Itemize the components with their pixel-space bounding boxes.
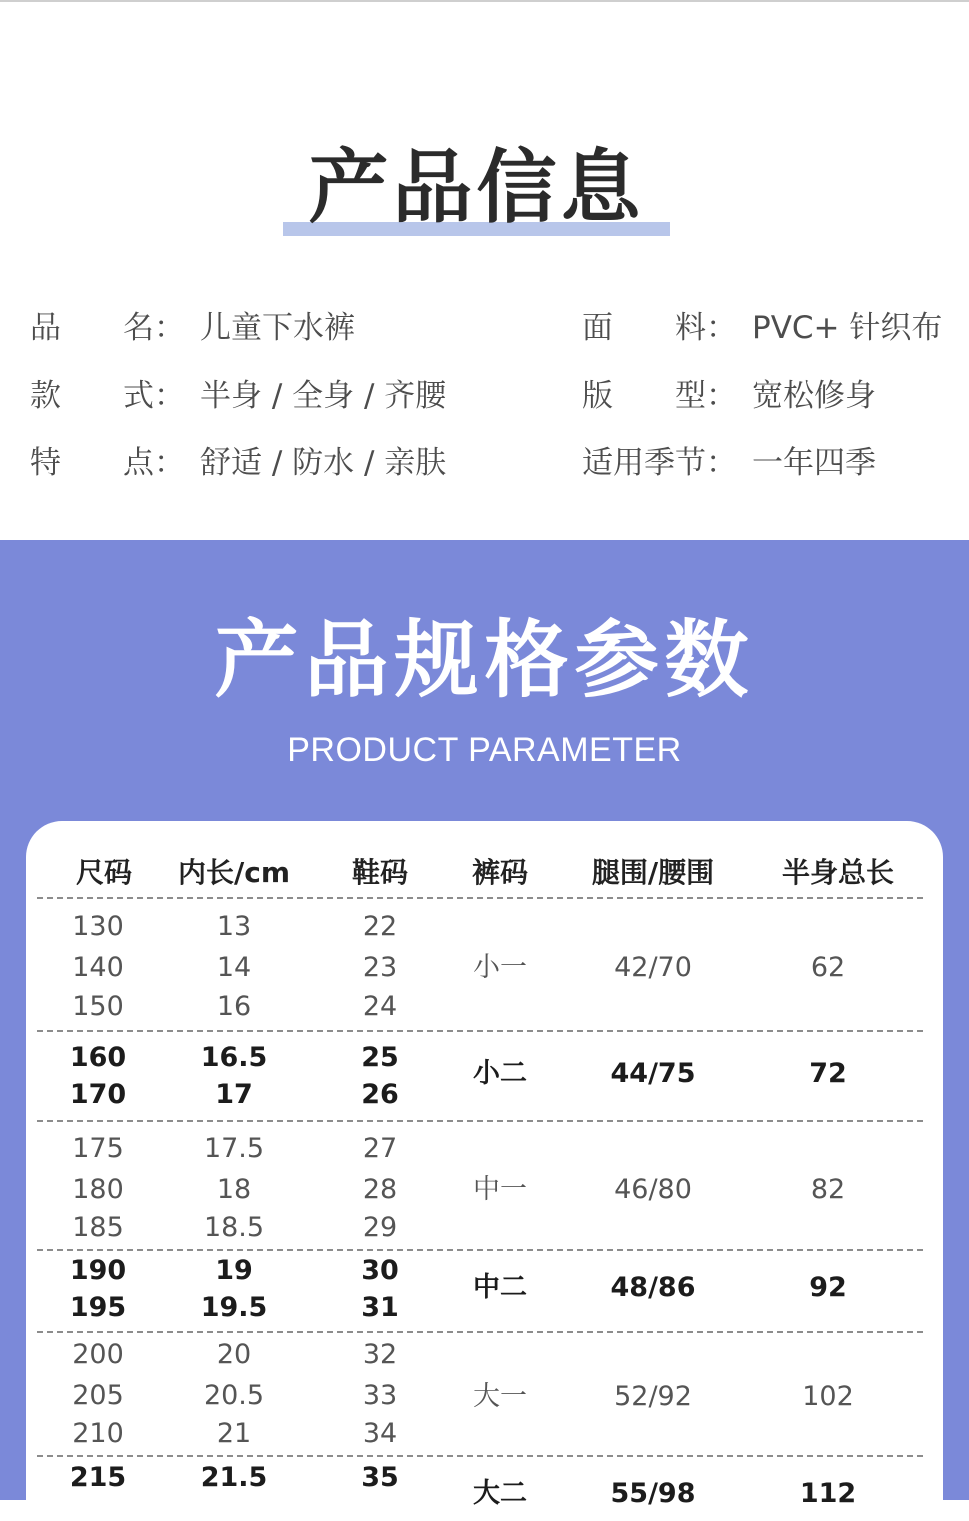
size-cell: 205 <box>72 1380 124 1411</box>
size-cell: 180 <box>72 1174 124 1205</box>
header-size: 尺码 <box>75 856 133 889</box>
inner-length-cell: 17 <box>215 1079 253 1110</box>
inner-length-cell: 21 <box>216 1418 252 1449</box>
table-divider <box>37 1455 923 1457</box>
info-label: 适用季节： <box>582 445 737 481</box>
inner-length-cell: 17.5 <box>203 1133 265 1164</box>
half-length-cell: 82 <box>810 1174 846 1205</box>
size-cell: 190 <box>69 1255 127 1286</box>
shoe-size-cell: 30 <box>361 1255 399 1286</box>
info-label: 款 式： <box>30 378 185 414</box>
shoe-size-cell: 34 <box>362 1418 398 1449</box>
header-leg-waist: 腿围/腰围 <box>591 856 715 889</box>
pants-size-cell: 小二 <box>473 1058 527 1089</box>
half-length-cell: 92 <box>809 1272 847 1303</box>
shoe-size-cell: 27 <box>362 1133 398 1164</box>
leg-waist-cell: 46/80 <box>614 1174 692 1205</box>
pants-size-cell: 小一 <box>473 952 527 983</box>
inner-length-cell: 16 <box>216 991 252 1022</box>
shoe-size-cell: 25 <box>361 1042 399 1073</box>
size-cell: 210 <box>72 1418 124 1449</box>
size-cell: 160 <box>69 1042 127 1073</box>
info-label: 版 型： <box>582 378 737 414</box>
leg-waist-cell: 48/86 <box>610 1272 696 1303</box>
pants-size-cell: 中一 <box>473 1174 527 1205</box>
half-length-cell: 112 <box>799 1478 857 1509</box>
inner-length-cell: 18.5 <box>203 1212 265 1243</box>
info-value: 舒适 / 防水 / 亲肤 <box>200 445 447 481</box>
info-row-fabric <box>582 306 962 350</box>
header-pants-size: 裤码 <box>471 856 529 889</box>
half-length-cell: 72 <box>809 1058 847 1089</box>
inner-length-cell: 19.5 <box>200 1292 268 1323</box>
table-divider <box>37 1249 923 1251</box>
half-length-cell: 102 <box>802 1381 854 1412</box>
table-divider <box>37 897 923 899</box>
info-row-fit <box>582 374 962 418</box>
pants-size-cell: 大二 <box>473 1478 527 1509</box>
leg-waist-cell: 55/98 <box>610 1478 696 1509</box>
half-length-cell: 62 <box>810 952 846 983</box>
info-value: 一年四季 <box>752 445 876 481</box>
info-value: 宽松修身 <box>752 378 876 414</box>
size-cell: 140 <box>72 952 124 983</box>
size-cell: 170 <box>69 1079 127 1110</box>
header-shoe-size: 鞋码 <box>351 856 409 889</box>
table-divider <box>37 1030 923 1032</box>
leg-waist-cell: 52/92 <box>614 1381 692 1412</box>
pants-size-cell: 中二 <box>473 1272 527 1303</box>
leg-waist-cell: 42/70 <box>614 952 692 983</box>
inner-length-cell: 21.5 <box>200 1462 268 1493</box>
shoe-size-cell: 31 <box>361 1292 399 1323</box>
product-info-title: 产品信息 <box>308 141 645 234</box>
inner-length-cell: 14 <box>216 952 252 983</box>
info-value: PVC+ 针织布 <box>752 310 943 346</box>
size-cell: 215 <box>69 1462 127 1493</box>
product-info-heading <box>283 140 670 240</box>
info-row-features <box>30 441 480 485</box>
size-cell: 200 <box>72 1339 124 1370</box>
size-cell: 185 <box>72 1212 124 1243</box>
size-cell: 195 <box>69 1292 127 1323</box>
leg-waist-cell: 44/75 <box>610 1058 696 1089</box>
info-value: 儿童下水裤 <box>200 310 355 346</box>
header-inner-length: 内长/cm <box>177 856 291 889</box>
spec-title: 产品规格参数 <box>214 611 755 709</box>
shoe-size-cell: 24 <box>362 991 398 1022</box>
inner-length-cell: 13 <box>216 911 252 942</box>
shoe-size-cell: 33 <box>362 1380 398 1411</box>
shoe-size-cell: 22 <box>362 911 398 942</box>
size-cell: 175 <box>72 1133 124 1164</box>
spec-table-card <box>26 821 943 1521</box>
spec-subtitle: PRODUCT PARAMETER <box>287 731 682 769</box>
inner-length-cell: 19 <box>215 1255 253 1286</box>
header-half-length: 半身总长 <box>781 856 895 889</box>
inner-length-cell: 20.5 <box>203 1380 265 1411</box>
shoe-size-cell: 28 <box>362 1174 398 1205</box>
info-row-season <box>582 441 962 485</box>
top-divider <box>0 0 969 2</box>
inner-length-cell: 20 <box>216 1339 252 1370</box>
info-label: 特 点： <box>30 445 185 481</box>
size-cell: 130 <box>72 911 124 942</box>
shoe-size-cell: 35 <box>361 1462 399 1493</box>
info-row-style <box>30 374 480 418</box>
shoe-size-cell: 23 <box>362 952 398 983</box>
inner-length-cell: 16.5 <box>200 1042 268 1073</box>
pants-size-cell: 大一 <box>473 1381 527 1412</box>
info-value: 半身 / 全身 / 齐腰 <box>200 378 447 414</box>
table-divider <box>37 1331 923 1333</box>
size-cell: 150 <box>72 991 124 1022</box>
info-row-name <box>30 306 460 350</box>
info-label: 面 料： <box>582 310 737 346</box>
spec-section <box>0 540 969 1500</box>
inner-length-cell: 18 <box>216 1174 252 1205</box>
info-label: 品 名： <box>30 310 185 346</box>
shoe-size-cell: 29 <box>362 1212 398 1243</box>
shoe-size-cell: 26 <box>361 1079 399 1110</box>
table-divider <box>37 1120 923 1122</box>
shoe-size-cell: 32 <box>362 1339 398 1370</box>
